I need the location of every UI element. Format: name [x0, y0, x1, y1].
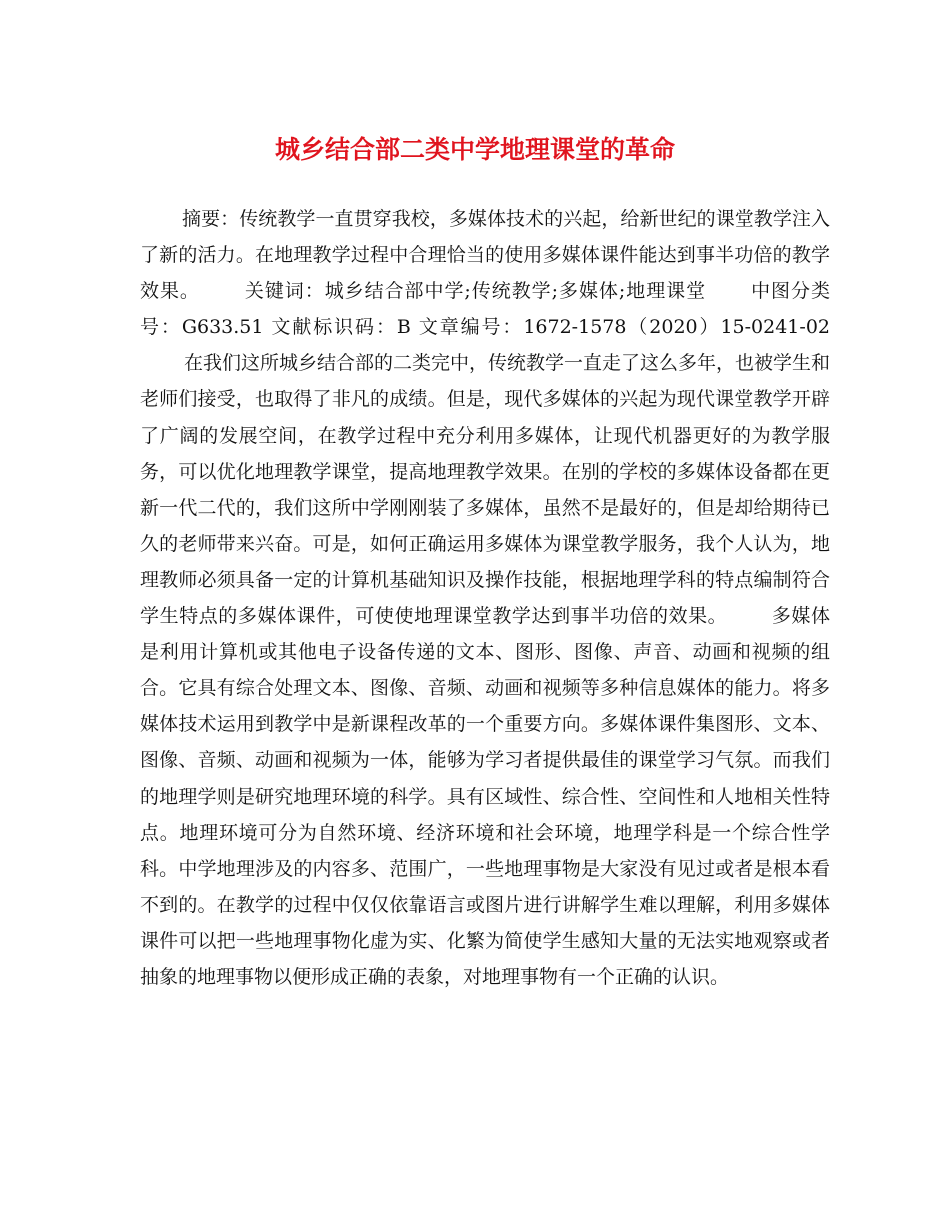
keywords-text: 关键词：城乡结合部中学;传统教学;多媒体;地理课堂 — [243, 280, 707, 303]
abstract-text: 摘要：传统教学一直贯穿我校，多媒体技术的兴起，给新世纪的课堂教学注入了新的活力。在地理教学过程中合理恰当的使用多媒体课件能达到事半功倍的教学效果。 — [140, 208, 830, 303]
classification-text: 中图分类号：G633.51 文献标识码：B 文章编号：1672-1578（2020）15-0241-02 — [140, 280, 830, 339]
article-body — [140, 201, 830, 995]
paragraph-1: 在我们这所城乡结合部的二类完中，传统教学一直走了这么多年，也被学生和老师们接受，也取得了非凡的成绩。但是，现代多媒体的兴起为现代课堂教学开辟了广阔的发展空间，在教学过程中充分利用多媒体，让现代机器更好的为教学服务，可以优化地理教学课堂，提高地理教学效果。在别的学校的多媒体设备都在更新一代二代的，我们这所中学刚刚装了多媒体，虽然不是最好的，但是却给期待已久的老师带来兴奋。可是，如何正确运用多媒体为课堂教学服务，我个人认为，地理教师必须具备一定的计算机基础知识及操作技能，根据地理学科的特点编制符合学生特点的多媒体课件，可使使地理课堂教学达到事半功倍的效果。 — [140, 352, 831, 628]
paragraph-2: 多媒体是利用计算机或其他电子设备传递的文本、图形、图像、声音、动画和视频的组合。它具有综合处理文本、图像、音频、动画和视频等多种信息媒体的能力。将多媒体技术运用到教学中是新课程改革的一个重要方向。多媒体课件集图形、文本、图像、音频、动画和视频为一体，能够为学习者提供最佳的课堂学习气氛。而我们的地理学则是研究地理环境的科学。具有区域性、综合性、空间性和人地相关性特点。地理环境可分为自然环境、经济环境和社会环境，地理学科是一个综合性学科。中学地理涉及的内容多、范围广，一些地理事物是大家没有见过或者是根本看不到的。在教学的过程中仅仅依靠语言或图片进行讲解学生难以理解，利用多媒体课件可以把一些地理事物化虚为实、化繁为简使学生感知大量的无法实地观察或者抽象的地理事物以便形成正确的表象，对地理事物有一个正确的认识。 — [140, 605, 830, 988]
article-title: 城乡结合部二类中学地理课堂的革命 — [274, 135, 675, 164]
